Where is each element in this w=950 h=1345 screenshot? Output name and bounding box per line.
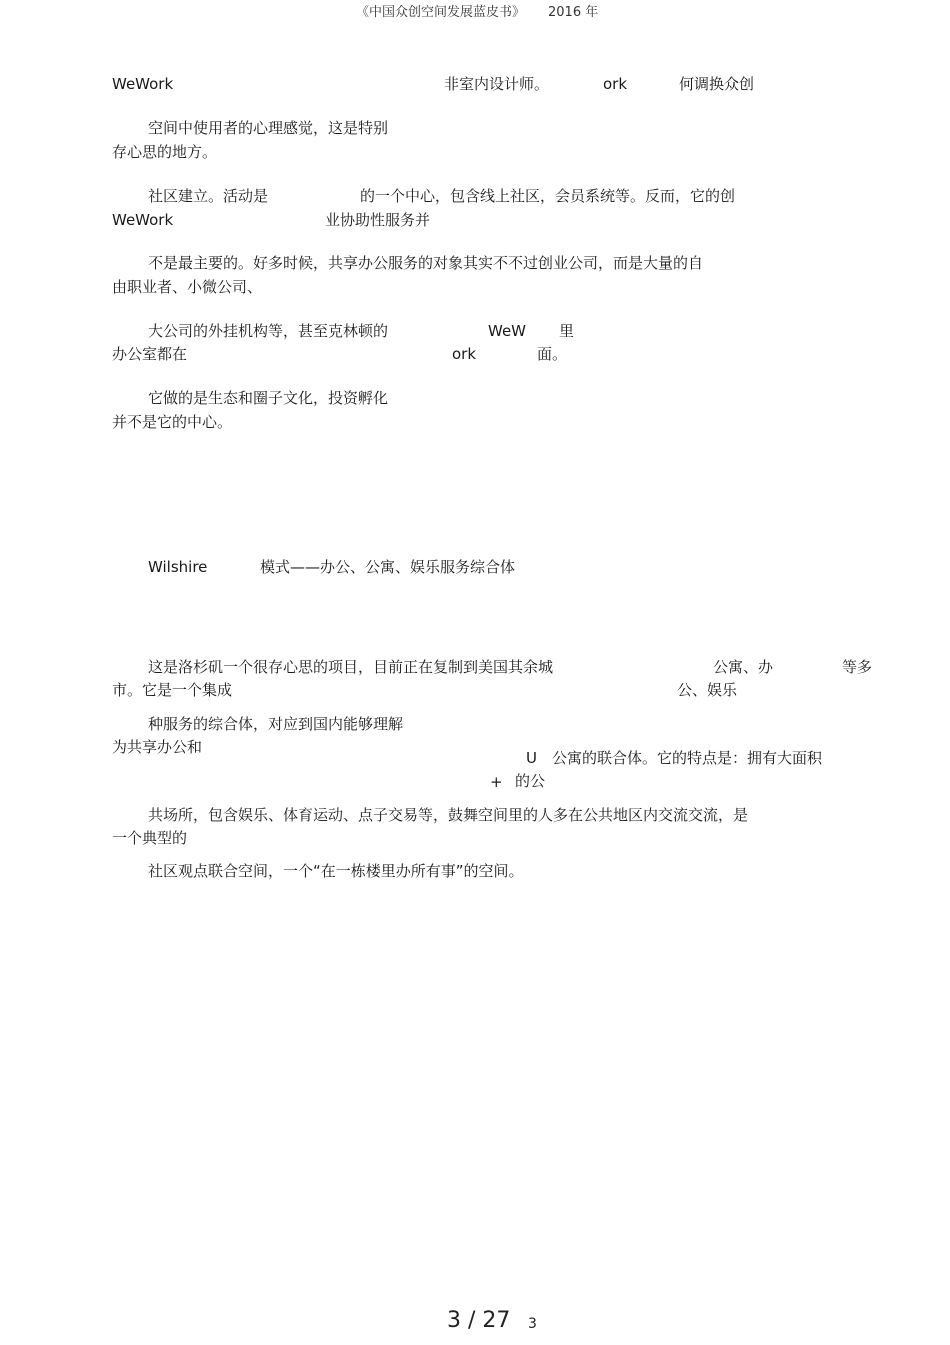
text-line: WeW — [488, 322, 527, 340]
section-heading-prefix: Wilshire — [148, 558, 208, 576]
text-line: 空间中使用者的心理感觉，这是特别 — [148, 119, 389, 137]
page-number-small: 3 — [528, 1316, 537, 1332]
text-line: U — [526, 749, 537, 767]
page-indicator: 3 / 27 — [447, 1308, 511, 1333]
text-line: 不是最主要的。好多时候，共享办公服务的对象其实不不过创业公司，而是大量的自 — [148, 254, 704, 272]
text-line: ork — [603, 75, 628, 93]
text-line: 种服务的综合体，对应到国内能够理解 — [148, 715, 404, 733]
text-line: 社区观点联合空间，一个“在一栋楼里办所有事”的空间。 — [148, 862, 524, 880]
text-line: 公寓、办 — [713, 658, 774, 676]
header-title: 《中国众创空间发展蓝皮书》 — [356, 5, 526, 20]
text-line: 共场所，包含娱乐、体育运动、点子交易等，鼓舞空间里的人多在公共地区内交流交流，是 — [148, 806, 749, 824]
text-line: 一个典型的 — [112, 829, 188, 847]
text-line: 公、娱乐 — [677, 681, 738, 699]
text-line: 何调换众创 — [679, 75, 755, 93]
text-line: 大公司的外挂机构等，甚至克林顿的 — [148, 322, 389, 340]
text-line: 为共享办公和 — [112, 738, 203, 756]
header-year: 2016 年 — [548, 5, 599, 20]
text-line: 非室内设计师。 — [444, 75, 550, 93]
text-line: 办公室都在 — [112, 345, 188, 363]
text-line: WeWork — [112, 75, 174, 93]
text-line: 里 — [559, 322, 575, 340]
text-line: 业协助性服务并 — [325, 211, 431, 229]
text-line: 社区建立。活动是 — [148, 187, 269, 205]
text-line: + — [490, 773, 503, 791]
text-line: 这是洛杉矶一个很存心思的项目，目前正在复制到美国其余城 — [148, 658, 554, 676]
text-line: 它做的是生态和圈子文化，投资孵化 — [148, 389, 389, 407]
text-line: 的一个中心，包含线上社区，会员系统等。反而，它的创 — [360, 187, 736, 205]
text-line: 由职业者、小微公司、 — [112, 278, 263, 296]
text-line: 存心思的地方。 — [112, 143, 218, 161]
text-line: ork — [452, 345, 477, 363]
text-line: 等多 — [842, 658, 873, 676]
text-line: 市。它是一个集成 — [112, 681, 233, 699]
text-line: 的公 — [515, 772, 546, 790]
section-heading: 模式——办公、公寓、娱乐服务综合体 — [260, 558, 516, 576]
text-line: 面。 — [537, 345, 568, 363]
text-line: WeWork — [112, 211, 174, 229]
text-line: 公寓的联合体。它的特点是：拥有大面积 — [552, 749, 823, 767]
text-line: 并不是它的中心。 — [112, 413, 233, 431]
